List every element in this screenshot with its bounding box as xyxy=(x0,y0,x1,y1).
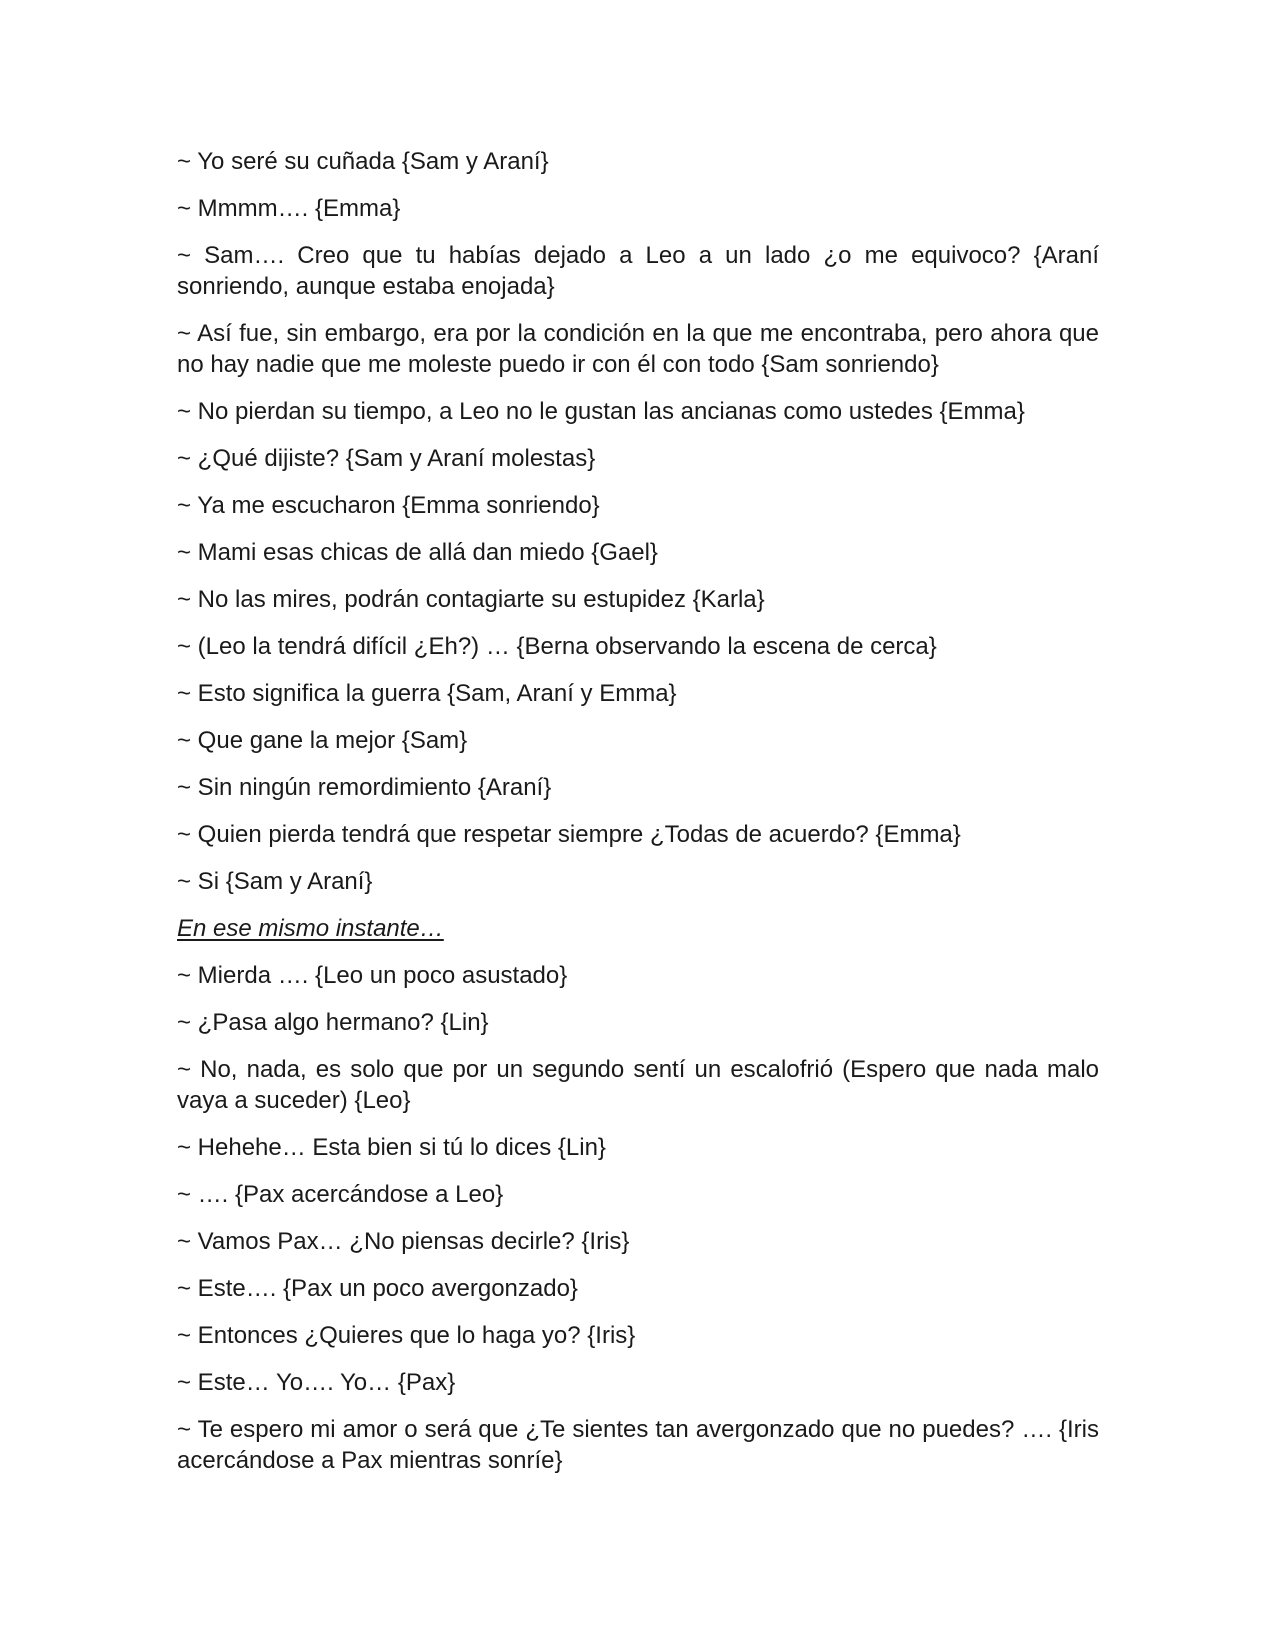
dialogue-line: ~ No las mires, podrán contagiarte su estupidez {Karla} xyxy=(177,586,765,613)
dialogue-line: ~ (Leo la tendrá difícil ¿Eh?) … {Berna observando la escena de cerca} xyxy=(177,633,937,660)
scene-heading xyxy=(177,913,1099,944)
dialogue-line: ~ Quien pierda tendrá que respetar siempre ¿Todas de acuerdo? {Emma} xyxy=(177,821,961,848)
dialogue-line: ~ Vamos Pax… ¿No piensas decirle? {Iris} xyxy=(177,1228,630,1255)
dialogue-line: ~ Mami esas chicas de allá dan miedo {Gael} xyxy=(177,539,658,566)
dialogue-line: ~ Yo seré su cuñada {Sam y Araní} xyxy=(177,148,549,175)
dialogue-line: ~ …. {Pax acercándose a Leo} xyxy=(177,1181,504,1208)
dialogue-line: ~ Este…. {Pax un poco avergonzado} xyxy=(177,1275,578,1302)
dialogue-line: ~ Así fue, sin embargo, era por la condición en la que me encontraba, pero ahora que no hay nadie que me moleste puedo ir con él con todo {Sam sonriendo} xyxy=(177,320,1099,378)
dialogue-line: ~ No, nada, es solo que por un segundo sentí un escalofrió (Espero que nada malo vaya a suceder) {Leo} xyxy=(177,1056,1099,1114)
dialogue-line: ~ ¿Qué dijiste? {Sam y Araní molestas} xyxy=(177,445,596,472)
dialogue-line: ~ ¿Pasa algo hermano? {Lin} xyxy=(177,1009,489,1036)
dialogue-line: ~ Esto significa la guerra {Sam, Araní y Emma} xyxy=(177,680,677,707)
scene-heading-text: En ese mismo instante… xyxy=(177,915,444,942)
dialogue-line: ~ Ya me escucharon {Emma sonriendo} xyxy=(177,492,600,519)
dialogue-line: ~ Entonces ¿Quieres que lo haga yo? {Iris} xyxy=(177,1322,636,1349)
document-page xyxy=(177,146,1099,1492)
dialogue-line: ~ Mmmm…. {Emma} xyxy=(177,195,401,222)
dialogue-line: ~ No pierdan su tiempo, a Leo no le gustan las ancianas como ustedes {Emma} xyxy=(177,398,1025,425)
dialogue-line: ~ Hehehe… Esta bien si tú lo dices {Lin} xyxy=(177,1134,606,1161)
dialogue-line: ~ Te espero mi amor o será que ¿Te sientes tan avergonzado que no puedes? …. {Iris acercándose a Pax mientras sonríe} xyxy=(177,1416,1099,1474)
dialogue-line: ~ Este… Yo…. Yo… {Pax} xyxy=(177,1369,456,1396)
dialogue-line: ~ Que gane la mejor {Sam} xyxy=(177,727,468,754)
dialogue-line: ~ Sam…. Creo que tu habías dejado a Leo a un lado ¿o me equivoco? {Araní sonriendo, aunque estaba enojada} xyxy=(177,242,1099,300)
dialogue-line: ~ Mierda …. {Leo un poco asustado} xyxy=(177,962,568,989)
dialogue-line: ~ Si {Sam y Araní} xyxy=(177,868,373,895)
dialogue-line: ~ Sin ningún remordimiento {Araní} xyxy=(177,774,552,801)
